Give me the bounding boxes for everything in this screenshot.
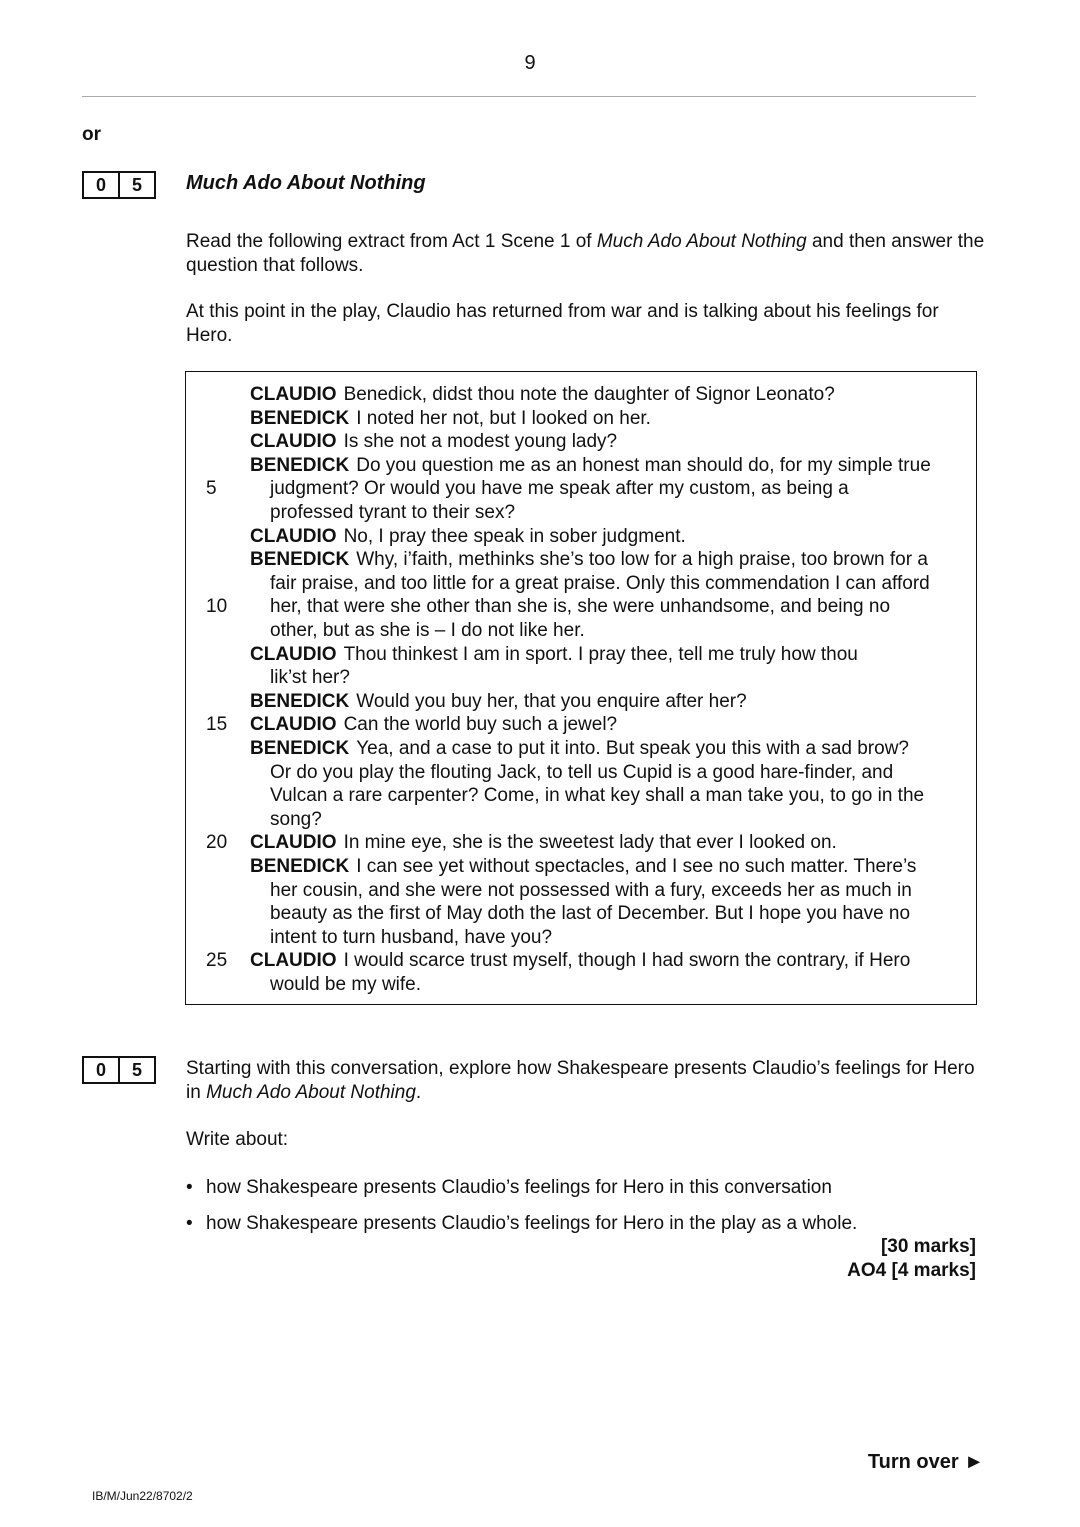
- dialogue: Yea, and a case to put it into. But speak you this with a sad brow?: [356, 738, 909, 759]
- dialogue: Or do you play the flouting Jack, to tell us Cupid is a good hare-finder, and: [270, 761, 894, 783]
- dialogue: I can see yet without spectacles, and I see no such matter. There’s: [356, 856, 917, 877]
- line-text: [270, 879, 912, 903]
- line-text: [250, 454, 931, 478]
- dialogue: judgment? Or would you have me speak after my custom, as being a: [270, 478, 849, 500]
- line-number: 15: [206, 714, 228, 736]
- line-text: [270, 477, 849, 501]
- line-text: [270, 501, 515, 525]
- line-number: 10: [206, 596, 228, 618]
- line-text: [270, 926, 552, 950]
- dialogue: beauty as the first of May doth the last of December. But I hope you have no: [270, 903, 911, 925]
- question-text-part: Starting with this conversation, explore how Shakespeare presents Claudio’s feelings for Hero in: [186, 1058, 975, 1103]
- page-number: 9: [524, 52, 536, 74]
- dialogue: intent to turn husband, have you?: [270, 926, 553, 948]
- dialogue: Is she not a modest young lady?: [343, 431, 618, 453]
- line-text: [250, 430, 617, 454]
- intro-text: Read the following extract from Act 1 Scene 1 of: [186, 231, 597, 252]
- dialogue: Vulcan a rare carpenter? Come, in what key shall a man take you, to go in the: [270, 785, 925, 807]
- line-text: [250, 525, 686, 549]
- speaker-name: CLAUDIO: [250, 832, 337, 854]
- bullet-item: • how Shakespeare presents Claudio’s feelings for Hero in the play as a whole.: [186, 1212, 986, 1236]
- speaker-name: CLAUDIO: [250, 384, 337, 405]
- line-text: [250, 643, 858, 667]
- speaker-name: BENEDICK: [250, 549, 350, 571]
- line-text: [250, 548, 928, 572]
- line-text: [250, 407, 651, 431]
- dialogue: Would you buy her, that you enquire after her?: [356, 690, 747, 712]
- line-text: [270, 666, 350, 690]
- dialogue: her, that were she other than she is, she were unhandsome, and being no: [270, 596, 891, 618]
- dialogue: professed tyrant to their sex?: [270, 502, 516, 523]
- context-paragraph: At this point in the play, Claudio has returned from war and is talking about his feelings for Hero.: [186, 301, 939, 346]
- dialogue: Why, i’faith, methinks she’s too low for a high praise, too brown for a: [356, 549, 928, 571]
- dialogue: I noted her not, but I looked on her.: [356, 407, 651, 429]
- speaker-name: BENEDICK: [250, 407, 350, 429]
- dialogue: song?: [270, 808, 322, 830]
- line-text: [250, 855, 916, 879]
- line-text: [270, 808, 322, 832]
- line-text: [250, 690, 747, 714]
- paper-code: IB/M/Jun22/8702/2: [92, 1489, 193, 1503]
- ao4-marks: AO4 [4 marks]: [847, 1259, 976, 1281]
- line-text: [270, 902, 910, 926]
- speaker-name: CLAUDIO: [250, 643, 337, 665]
- dialogue: her cousin, and she were not possessed with a fury, exceeds her as much in: [270, 879, 912, 901]
- dialogue: Can the world buy such a jewel?: [343, 714, 618, 736]
- digit: 0: [95, 175, 106, 195]
- line-text: [250, 831, 837, 855]
- play-title: Much Ado About Nothing: [596, 231, 807, 252]
- speaker-name: CLAUDIO: [250, 431, 337, 453]
- speaker-name: BENEDICK: [250, 856, 350, 877]
- digit: 0: [95, 1060, 106, 1080]
- dialogue: Thou thinkest I am in sport. I pray thee, tell me truly how thou: [343, 643, 858, 665]
- turn-over: Turn over ►: [867, 1451, 984, 1473]
- dialogue: fair praise, and too little for a great praise. Only this commendation I can afford: [270, 572, 930, 594]
- dialogue: Benedick, didst thou note the daughter of Signor Leonato?: [343, 384, 835, 405]
- line-text: [270, 973, 421, 997]
- line-text: [250, 949, 910, 973]
- speaker-name: CLAUDIO: [250, 525, 337, 547]
- line-text: [270, 595, 890, 619]
- total-marks: [30 marks]: [880, 1236, 976, 1257]
- marks: [847, 1235, 976, 1282]
- line-text: [250, 737, 909, 761]
- intro-text: and then answer the question that follows.: [186, 231, 985, 276]
- or-label: or: [82, 124, 101, 145]
- question-text: [186, 1057, 976, 1104]
- line-text: [250, 383, 835, 407]
- line-number: 25: [206, 950, 228, 972]
- question-text-part: .: [415, 1081, 422, 1103]
- dialogue: In mine eye, she is the sweetest lady that ever I looked on.: [343, 832, 837, 854]
- play-title: Much Ado About Nothing: [206, 1081, 416, 1103]
- line-number: 5: [206, 478, 217, 500]
- digit: 5: [118, 1058, 154, 1082]
- line-text: [250, 713, 617, 737]
- extract-box: [185, 371, 977, 1005]
- question-number-box: [82, 1056, 156, 1084]
- line-text: [270, 619, 585, 643]
- line-text: [270, 572, 930, 596]
- line-number: 20: [206, 832, 228, 854]
- line-text: [270, 761, 893, 785]
- dialogue: lik’st her?: [270, 667, 350, 689]
- speaker-name: CLAUDIO: [250, 714, 337, 736]
- intro-paragraph: [186, 230, 986, 277]
- dialogue: other, but as she is – I do not like her.: [270, 620, 585, 641]
- header-divider: [82, 96, 976, 97]
- speaker-name: CLAUDIO: [250, 950, 337, 972]
- dialogue: would be my wife.: [270, 974, 422, 995]
- dialogue: Do you question me as an honest man should do, for my simple true: [356, 454, 931, 476]
- line-text: [270, 784, 924, 808]
- write-about-label: Write about:: [186, 1129, 289, 1150]
- question-number-box: [82, 171, 156, 199]
- digit: 5: [118, 173, 154, 197]
- dialogue: I would scarce trust myself, though I had sworn the contrary, if Hero: [343, 950, 911, 972]
- speaker-name: BENEDICK: [250, 738, 350, 759]
- dialogue: No, I pray thee speak in sober judgment.: [343, 525, 686, 547]
- bullet-item: • how Shakespeare presents Claudio’s feelings for Hero in this conversation: [186, 1176, 986, 1200]
- speaker-name: BENEDICK: [250, 454, 350, 476]
- section-title: Much Ado About Nothing: [186, 172, 426, 194]
- speaker-name: BENEDICK: [250, 690, 350, 712]
